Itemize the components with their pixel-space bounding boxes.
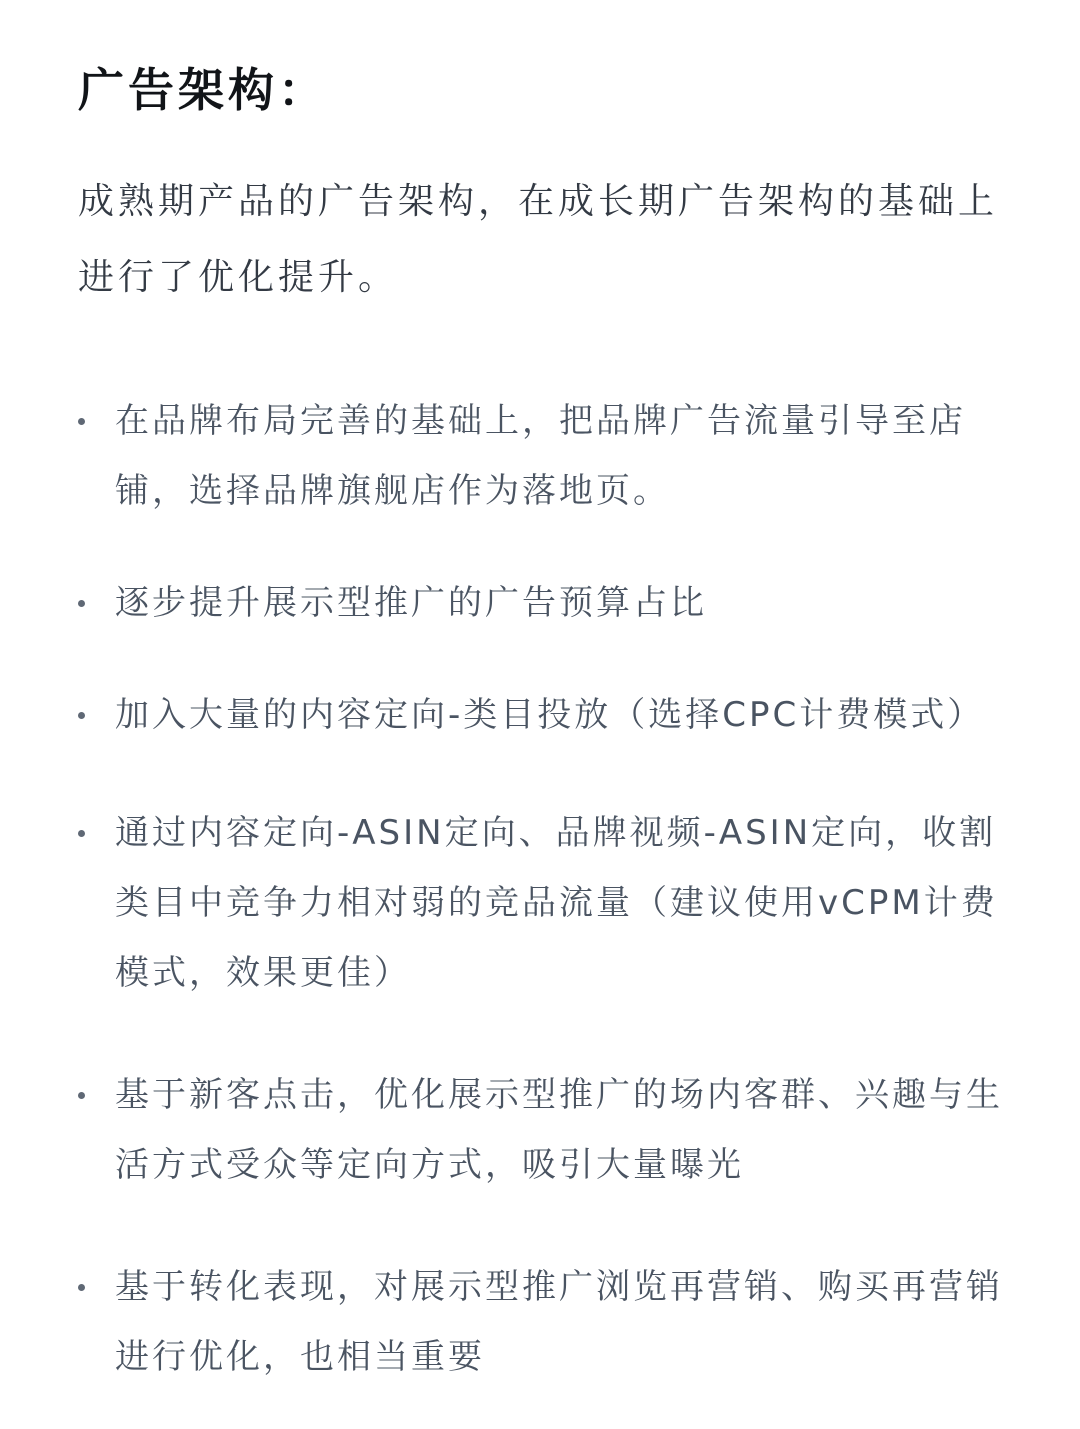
bullet-item	[78, 1252, 1028, 1392]
bullet-dot-icon	[78, 1092, 85, 1099]
bullet-text: 基于新客点击，优化展示型推广的场内客群、兴趣与生活方式受众等定向方式，吸引大量曝光	[115, 1075, 1003, 1185]
bullet-item	[78, 386, 1028, 526]
bullet-text: 逐步提升展示型推广的广告预算占比	[115, 583, 707, 623]
bullet-dot-icon	[78, 418, 85, 425]
bullet-item	[78, 568, 1028, 638]
bullet-text: 在品牌布局完善的基础上，把品牌广告流量引导至店铺，选择品牌旗舰店作为落地页。	[115, 401, 966, 511]
bullet-dot-icon	[78, 600, 85, 607]
bullet-list	[78, 386, 1028, 1392]
bullet-item	[78, 680, 1028, 750]
intro-paragraph: 成熟期产品的广告架构，在成长期广告架构的基础上进行了优化提升。	[78, 181, 999, 298]
bullet-text: 基于转化表现，对展示型推广浏览再营销、购买再营销进行优化，也相当重要	[115, 1267, 1003, 1377]
bullet-dot-icon	[78, 830, 85, 837]
bullet-item	[78, 798, 1028, 1008]
bullet-text: 通过内容定向-ASIN定向、品牌视频-ASIN定向，收割类目中竞争力相对弱的竞品流量（建议使用vCPM计费模式，效果更佳）	[115, 813, 998, 993]
bullet-dot-icon	[78, 1284, 85, 1291]
page-title: 广告架构：	[78, 63, 328, 117]
bullet-item	[78, 1060, 1028, 1200]
bullet-text: 加入大量的内容定向-类目投放（选择CPC计费模式）	[115, 695, 985, 735]
bullet-dot-icon	[78, 712, 85, 719]
